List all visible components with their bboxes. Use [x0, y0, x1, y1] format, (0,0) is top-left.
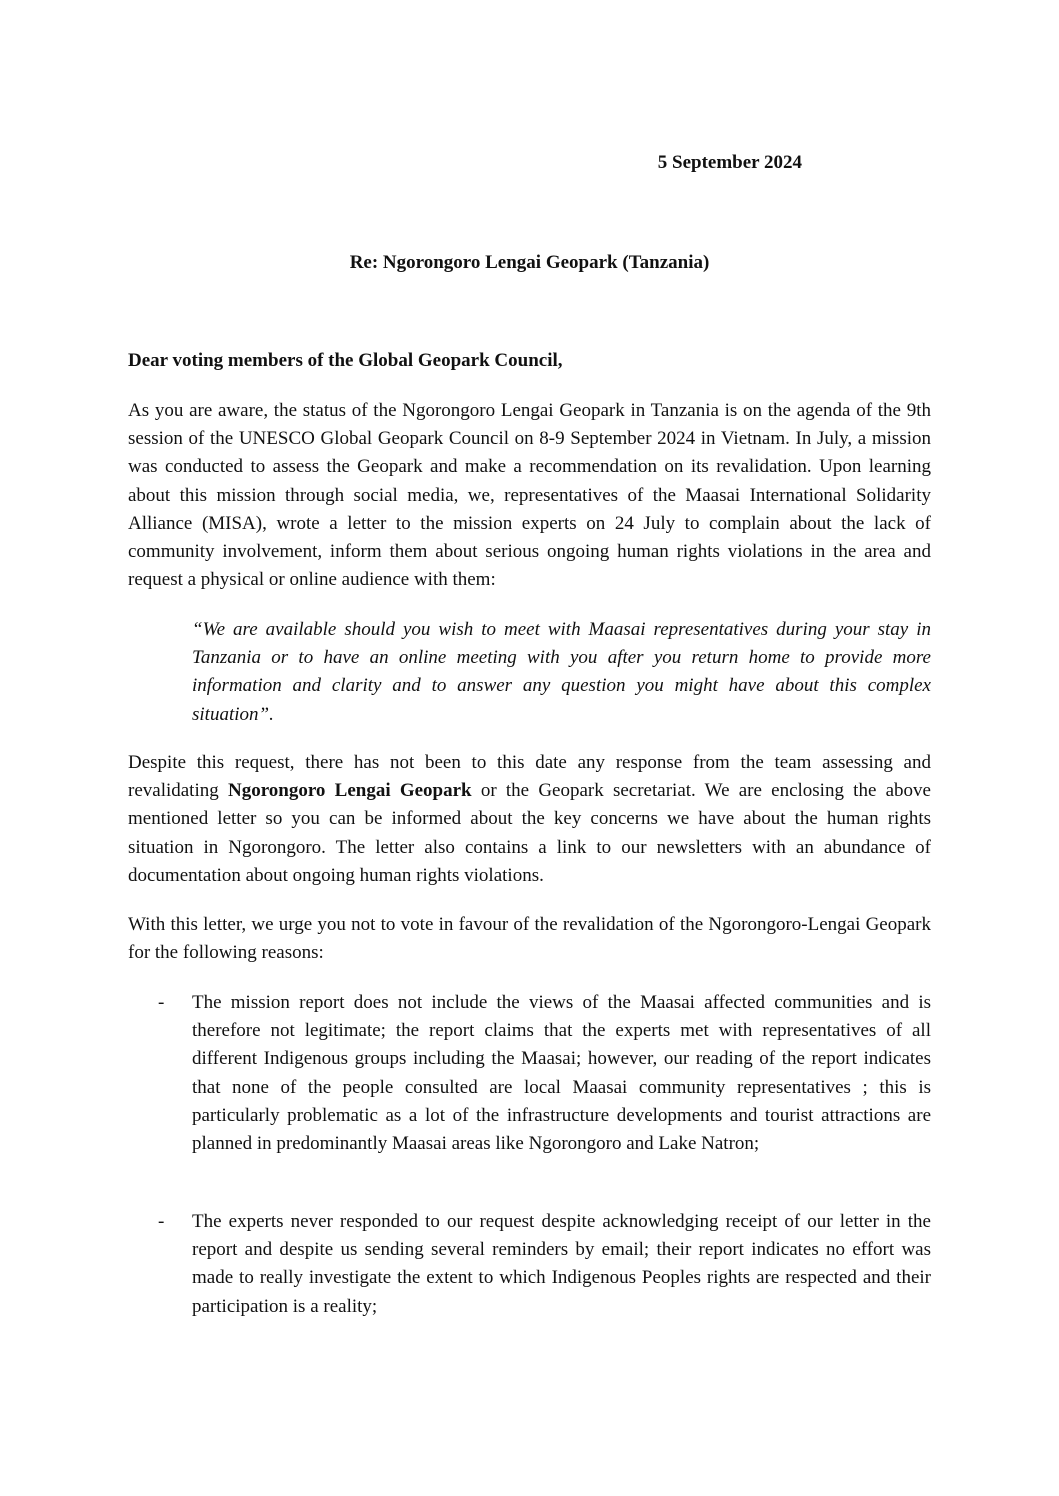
- letter-salutation: Dear voting members of the Global Geopark Council,: [128, 350, 563, 371]
- paragraph-no-response: [128, 749, 931, 890]
- list-bullet-marker: -: [158, 992, 165, 1013]
- list-bullet-marker: -: [158, 1211, 165, 1232]
- reason-list-item: [128, 989, 931, 1158]
- paragraph-no-response-text-b: or the Geopark secretariat. We are enclosing the above mentioned letter so you can be informed about the key concerns we have about the human rights situation in Ngorongoro. The letter also contains a link to our newsletters with an abundance of documentation about ongoing human rights violations.: [128, 780, 931, 886]
- letter-subject: Re: Ngorongoro Lengai Geopark (Tanzania): [349, 252, 710, 273]
- paragraph-intro: As you are aware, the status of the Ngorongoro Lengai Geopark in Tanzania is on the agenda of the 9th session of the UNESCO Global Geopark Council on 8-9 September 2024 in Vietnam. In July, a mission was conducted to assess the Geopark and make a recommendation on its revalidation. Upon learning about this mission through social media, we, representatives of the Maasai International Solidarity Alliance (MISA), wrote a letter to the mission experts on 24 July to complain about the lack of community involvement, inform them about serious ongoing human rights violations in the area and request a physical or online audience with them:: [128, 400, 931, 591]
- reason-list-item: [128, 1208, 931, 1321]
- reason-text: The experts never responded to our request despite acknowledging receipt of our letter in the report and despite us sending several reminders by email; their report indicates no effort was made to really investigate the extent to which Indigenous Peoples rights are respected and their participation is a reality;: [192, 1211, 931, 1317]
- letter-date: 5 September 2024: [657, 152, 802, 173]
- reason-text: The mission report does not include the views of the Maasai affected communities and is therefore not legitimate; the report claims that the experts met with representatives of all different Indigenous groups including the Maasai; however, our reading of the report indicates that none of the people consulted are local Maasai community representatives ; this is particularly problematic as a lot of the infrastructure developments and tourist attractions are planned in predominantly Maasai areas like Ngorongoro and Lake Natron;: [192, 992, 931, 1155]
- paragraph-urge-vote: With this letter, we urge you not to vote in favour of the revalidation of the Ngorongoro-Lengai Geopark for the following reasons:: [128, 914, 931, 964]
- paragraph-no-response-text-a: Despite this request, there has not been to this date any response from the team assessing and revalidating: [128, 752, 931, 802]
- geopark-name-bold: Ngorongoro Lengai Geopark: [227, 780, 472, 802]
- quoted-request: “We are available should you wish to meet with Maasai representatives during your stay in Tanzania or to have an online meeting with you after you return home to provide more information and clarity and to answer any question you might have about this complex situation”.: [192, 619, 931, 725]
